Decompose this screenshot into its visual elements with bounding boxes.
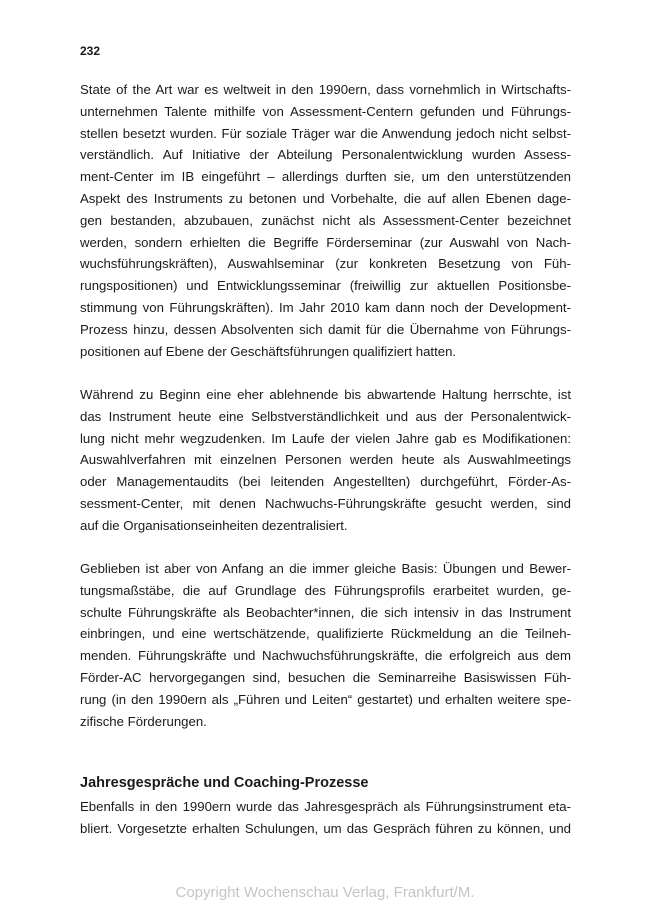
- paragraph-1: [80, 79, 571, 362]
- text-line: das Instrument heute eine Selbstverständlichkeit und aus der Personalentwick-: [80, 408, 571, 424]
- text-line: lung nicht mehr wegzudenken. Im Laufe der vielen Jahre gab es Modifikationen:: [80, 430, 571, 446]
- text-line: Geblieben ist aber von Anfang an die immer gleiche Basis: Übungen und Bewer-: [80, 561, 571, 576]
- text-line: rungspositionen) und Entwicklungsseminar (freiwillig zur aktuellen Positionsbe-: [80, 278, 571, 294]
- text-line: Während zu Beginn eine eher ablehnende bis abwartende Haltung herrschte, ist: [80, 387, 571, 402]
- text-line: rung (in den 1990ern als „Führen und Leiten“ gestartet) und erhalten weitere spe-: [80, 691, 571, 707]
- section-heading: Jahresgespräche und Coaching-Prozesse: [80, 775, 369, 791]
- text-line: schulte Führungskräfte als Beobachter*innen, die sich intensiv in das Instrument: [80, 604, 571, 620]
- text-line: verständlich. Auf Initiative der Abteilung Personalentwicklung wurden Assess-: [80, 147, 571, 163]
- text-line: bliert. Vorgesetzte erhalten Schulungen, um das Gespräch führen zu können, und: [80, 820, 571, 836]
- page-number: 232: [80, 44, 101, 58]
- text-line: State of the Art war es weltweit in den 1990ern, dass vornehmlich in Wirtschafts-: [80, 82, 571, 97]
- text-line: gen bestanden, abzubauen, zunächst nicht als Assessment-Center bezeichnet: [80, 212, 571, 228]
- section-paragraph: [80, 796, 571, 840]
- text-line: oder Managementaudits (bei leitenden Angestellten) durchgeführt, Förder-As-: [80, 474, 571, 490]
- paragraph-3: [80, 558, 571, 732]
- text-line: Auswahlverfahren mit einzelnen Personen werden heute als Auswahlmeetings: [80, 452, 571, 468]
- text-line: wuchsführungskräften), Auswahlseminar (zur konkreten Besetzung von Füh-: [80, 256, 571, 272]
- text-line: auf die Organisationseinheiten dezentralisiert.: [80, 517, 348, 533]
- text-line: zifische Förderungen.: [80, 713, 207, 729]
- text-line: positionen auf Ebene der Geschäftsführungen qualifiziert hatten.: [80, 343, 457, 359]
- copyright-watermark: Copyright Wochenschau Verlag, Frankfurt/M.: [175, 884, 475, 901]
- text-line: Förder-AC hervorgegangen sind, besuchen die Seminarreihe Basiswissen Füh-: [80, 669, 571, 685]
- text-line: Prozess hinzu, dessen Absolventen sich damit für die Übernahme von Führungs-: [80, 321, 571, 337]
- text-line: sessment-Center, mit denen Nachwuchs-Führungskräfte gesucht werden, sind: [80, 495, 571, 511]
- text-line: tungsmaßstäbe, die auf Grundlage des Führungsprofils erarbeitet wurden, ge-: [80, 582, 571, 598]
- text-line: werden, sondern erhielten die Begriffe Förderseminar (zur Auswahl von Nach-: [80, 234, 571, 250]
- text-line: unternehmen Talente mithilfe von Assessment-Centern gefunden und Führungs-: [80, 103, 571, 119]
- text-line: einbringen, und eine wertschätzende, qualifizierte Rückmeldung an die Teilneh-: [80, 626, 571, 642]
- text-line: stellen besetzt wurden. Für soziale Träger war die Anwendung jedoch nicht selbst-: [80, 125, 571, 141]
- text-line: Aspekt des Instruments zu betonen und Vorbehalte, die auf allen Ebenen dage-: [80, 190, 571, 206]
- text-line: stimmung von Führungskräften). Im Jahr 2010 kam dann noch der Development-: [80, 299, 571, 315]
- text-line: menden. Führungskräfte und Nachwuchsführungskräfte, die erfolgreich aus dem: [80, 648, 571, 664]
- paragraph-2: [80, 384, 571, 537]
- text-line: ment-Center im IB eingeführt – allerdings durften sie, um den unterstützenden: [80, 169, 571, 185]
- text-line: Ebenfalls in den 1990ern wurde das Jahresgespräch als Führungsinstrument eta-: [80, 799, 571, 814]
